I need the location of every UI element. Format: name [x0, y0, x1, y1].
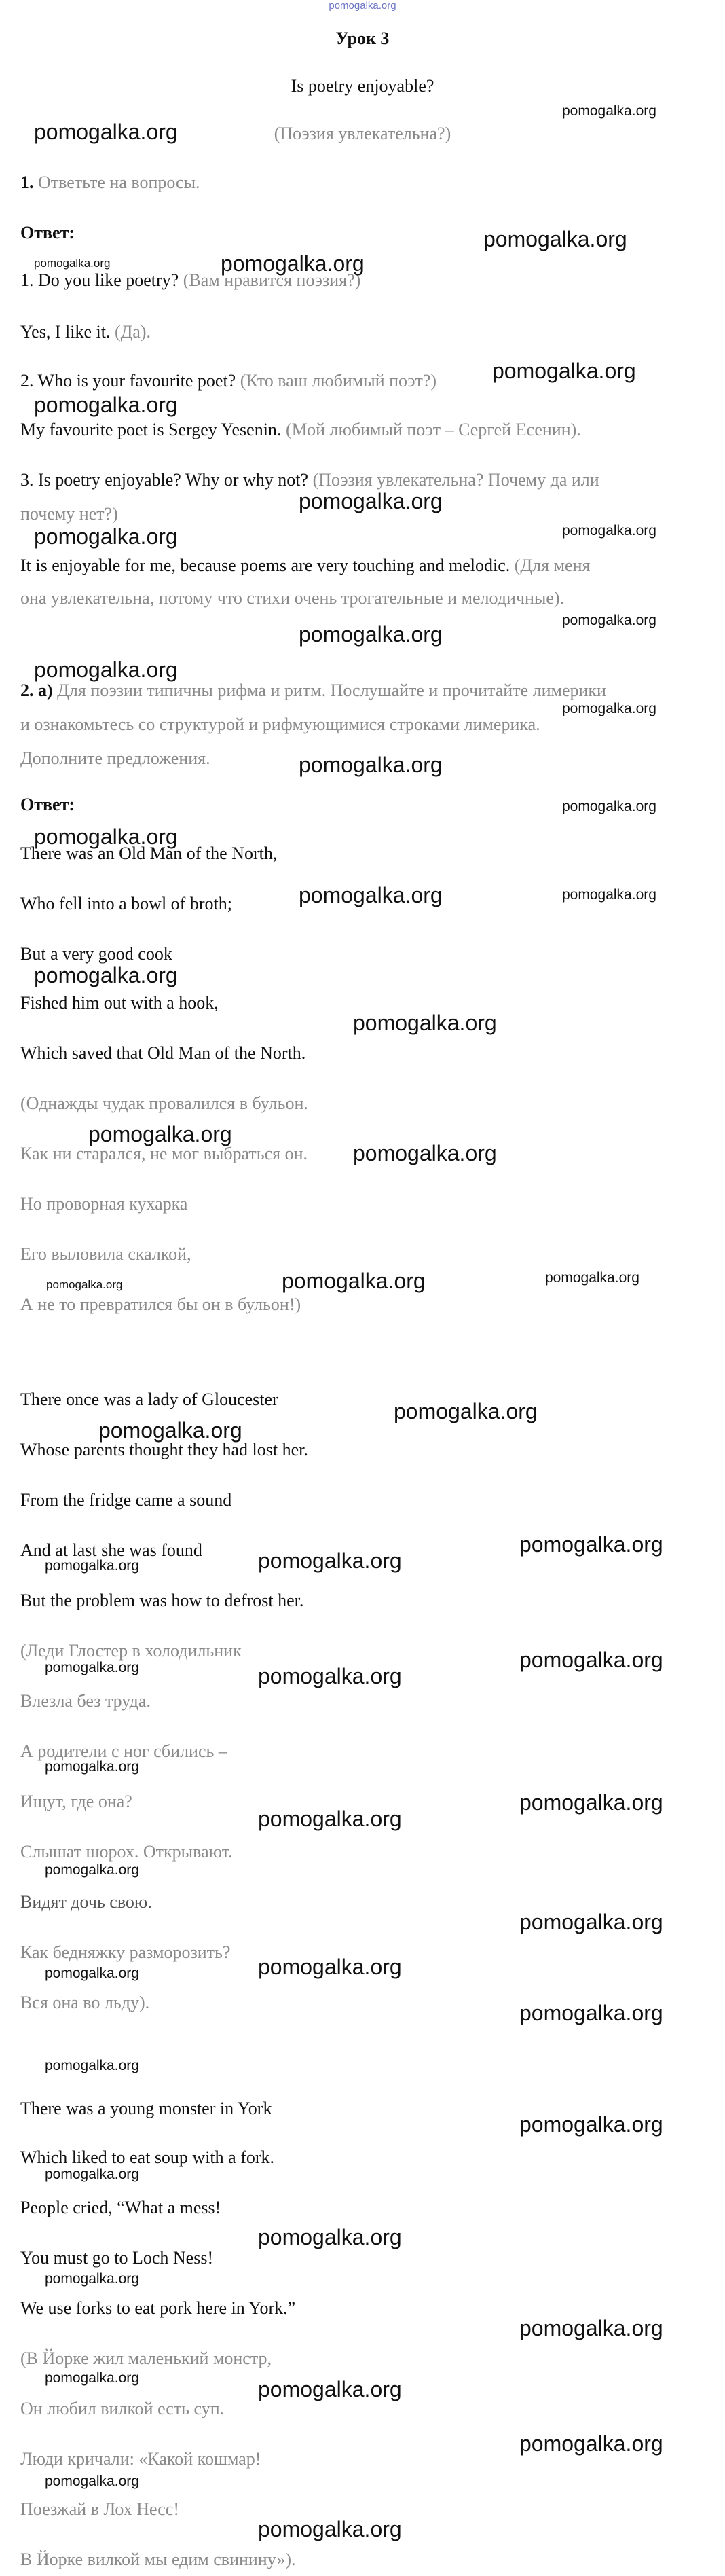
watermark: pomogalka.org — [98, 1418, 242, 1443]
watermark: pomogalka.org — [45, 1965, 139, 1981]
watermark: pomogalka.org — [519, 2431, 663, 2456]
poem1-line: Fished him out with a hook, — [20, 993, 219, 1013]
watermark: pomogalka.org — [299, 489, 443, 513]
watermark: pomogalka.org — [519, 2316, 663, 2340]
watermark: pomogalka.org — [519, 2112, 663, 2137]
watermark: pomogalka.org — [562, 523, 656, 539]
watermark: pomogalka.org — [492, 359, 636, 383]
poem3-ru-line: Он любил вилкой есть суп. — [20, 2399, 225, 2418]
a2-en: My favourite poet is Sergey Yesenin. — [20, 420, 282, 439]
ex1-q2 — [20, 371, 436, 391]
poem2-ru-line: А родители с ног сбились – — [20, 1741, 227, 1761]
poem2-ru-line: Видят дочь свою. — [20, 1892, 152, 1912]
poem1-line: Which saved that Old Man of the North. — [20, 1043, 306, 1063]
ex1-q3 — [20, 470, 599, 490]
poem3-line: We use forks to eat pork here in York.” — [20, 2298, 296, 2318]
poem2-line: But the problem was how to defrost her. — [20, 1591, 304, 1610]
page-title-ru: (Поэзия увлекательна?) — [274, 124, 451, 143]
watermark: pomogalka.org — [258, 1664, 402, 1688]
watermark: pomogalka.org — [258, 2377, 402, 2401]
watermark: pomogalka.org — [545, 1270, 639, 1286]
ex1-answer-label: Ответ: — [20, 223, 75, 242]
a2-ru: (Мой любимый поэт – Сергей Есенин). — [281, 420, 581, 439]
ex2-task — [20, 681, 606, 701]
watermark: pomogalka.org — [562, 701, 656, 716]
poem1-ru-line: Его выловила скалкой, — [20, 1244, 191, 1264]
poem1-line: There was an Old Man of the North, — [20, 843, 278, 863]
watermark: pomogalka.org — [45, 2058, 139, 2073]
watermark: pomogalka.org — [562, 799, 656, 814]
poem1-line: But a very good cook — [20, 944, 172, 964]
watermark: pomogalka.org — [34, 657, 178, 682]
ex2-text-a: Для поэзии типичны рифма и ритм. Послушайте и прочитайте лимерики — [52, 681, 606, 700]
poem3-ru-line: Поезжай в Лох Несс! — [20, 2499, 179, 2519]
watermark: pomogalka.org — [34, 963, 178, 987]
ex1-a2 — [20, 420, 581, 440]
watermark: pomogalka.org — [34, 824, 178, 849]
watermark: pomogalka.org — [519, 1532, 663, 1557]
poem2-ru-line: Влезла без труда. — [20, 1691, 151, 1711]
poem3-line: There was a young monster in York — [20, 2099, 272, 2118]
ex1-a3-cont: она увлекательна, потому что стихи очень трогательные и мелодичные). — [20, 588, 565, 608]
ex1-a1 — [20, 322, 151, 342]
watermark: pomogalka.org — [45, 2271, 139, 2287]
a1-en: Yes, I like it. — [20, 322, 111, 342]
a3-en: It is enjoyable for me, because poems are very touching and melodic. — [20, 556, 510, 575]
watermark: pomogalka.org — [45, 2473, 139, 2489]
poem1-ru-line: Как ни старался, не мог выбраться он. — [20, 1144, 308, 1163]
ex2-text-b: и ознакомьтесь со структурой и рифмующимися строками лимерика. — [20, 714, 540, 734]
poem3-ru-line: В Йорке вилкой мы едим свинину»). — [20, 2550, 296, 2569]
poem3-ru-line: (В Йорке жил маленький монстр, — [20, 2348, 272, 2368]
ex2-text-c: Дополните предложения. — [20, 748, 210, 768]
ex2-num: 2. а) — [20, 681, 53, 700]
watermark: pomogalka.org — [519, 1648, 663, 1672]
poem2-line: And at last she was found — [20, 1540, 202, 1560]
watermark: pomogalka.org — [258, 2517, 402, 2541]
poem1-ru-line: (Однажды чудак провалился в бульон. — [20, 1093, 308, 1113]
watermark: pomogalka.org — [299, 752, 443, 777]
poem1-ru-line: Но проворная кухарка — [20, 1194, 188, 1214]
poem2-ru-line: Ищут, где она? — [20, 1792, 132, 1811]
watermark: pomogalka.org — [88, 1122, 232, 1146]
watermark: pomogalka.org — [562, 103, 656, 119]
watermark: pomogalka.org — [353, 1011, 497, 1035]
watermark: pomogalka.org — [221, 251, 365, 276]
q2-ru: (Кто ваш любимый поэт?) — [236, 371, 437, 391]
watermark: pomogalka.org — [46, 1278, 123, 1291]
poem1-ru-line: А не то превратился бы он в бульон!) — [20, 1294, 301, 1314]
q3-en: 3. Is poetry enjoyable? Why or why not? — [20, 470, 309, 490]
watermark: pomogalka.org — [258, 2225, 402, 2249]
top-watermark: pomogalka.org — [329, 0, 396, 12]
watermark: pomogalka.org — [258, 1955, 402, 1979]
watermark: pomogalka.org — [562, 613, 656, 628]
ex1-text: Ответьте на вопросы. — [33, 173, 200, 192]
poem2-line: Whose parents thought they had lost her. — [20, 1440, 308, 1459]
watermark: pomogalka.org — [483, 227, 627, 251]
lesson-title: Урок 3 — [335, 29, 390, 48]
watermark: pomogalka.org — [45, 1759, 139, 1775]
ex1-q3-cont: почему нет?) — [20, 504, 118, 524]
watermark: pomogalka.org — [34, 393, 178, 417]
ex1-task — [20, 173, 200, 193]
watermark: pomogalka.org — [519, 2001, 663, 2025]
watermark: pomogalka.org — [282, 1269, 426, 1293]
watermark: pomogalka.org — [519, 1910, 663, 1934]
poem3-line: You must go to Loch Ness! — [20, 2248, 214, 2268]
q1-en: 1. Do you like poetry? — [20, 270, 179, 290]
watermark: pomogalka.org — [519, 1790, 663, 1815]
poem2-line: From the fridge came a sound — [20, 1490, 232, 1510]
poem3-ru-line: Люди кричали: «Какой кошмар! — [20, 2449, 261, 2469]
poem2-ru-line: (Леди Глостер в холодильник — [20, 1641, 242, 1661]
watermark: pomogalka.org — [562, 887, 656, 903]
watermark: pomogalka.org — [45, 1558, 139, 1574]
watermark: pomogalka.org — [258, 1807, 402, 1831]
poem3-line: Which liked to eat soup with a fork. — [20, 2147, 275, 2167]
watermark: pomogalka.org — [45, 1660, 139, 1675]
watermark: pomogalka.org — [45, 2166, 139, 2182]
watermark: pomogalka.org — [34, 524, 178, 549]
ex1-a3 — [20, 556, 590, 576]
q1-ru: (Вам нравится поэзия?) — [179, 270, 361, 290]
a3-ru-a: (Для меня — [510, 556, 591, 575]
q3-ru-a: (Поэзия увлекательна? Почему да или — [308, 470, 599, 490]
watermark: pomogalka.org — [45, 2370, 139, 2386]
watermark: pomogalka.org — [299, 883, 443, 907]
poem2-ru-line: Слышат шорох. Открывают. — [20, 1842, 233, 1862]
watermark: pomogalka.org — [353, 1141, 497, 1165]
watermark: pomogalka.org — [34, 120, 178, 144]
watermark: pomogalka.org — [34, 257, 111, 270]
ex2-answer-label: Ответ: — [20, 795, 75, 814]
q2-en: 2. Who is your favourite poet? — [20, 371, 236, 391]
watermark: pomogalka.org — [45, 1862, 139, 1878]
a1-ru: (Да). — [110, 322, 151, 342]
poem2-ru-line: Как бедняжку разморозить? — [20, 1942, 231, 1962]
ex1-num: 1. — [20, 173, 34, 192]
watermark: pomogalka.org — [299, 622, 443, 647]
poem3-line: People cried, “What a mess! — [20, 2198, 221, 2217]
poem1-line: Who fell into a bowl of broth; — [20, 894, 232, 913]
poem2-ru-line: Вся она во льду). — [20, 1993, 150, 2012]
page-title: Is poetry enjoyable? — [291, 76, 434, 96]
watermark: pomogalka.org — [394, 1399, 538, 1423]
watermark: pomogalka.org — [258, 1548, 402, 1573]
poem2-line: There once was a lady of Gloucester — [20, 1390, 278, 1409]
